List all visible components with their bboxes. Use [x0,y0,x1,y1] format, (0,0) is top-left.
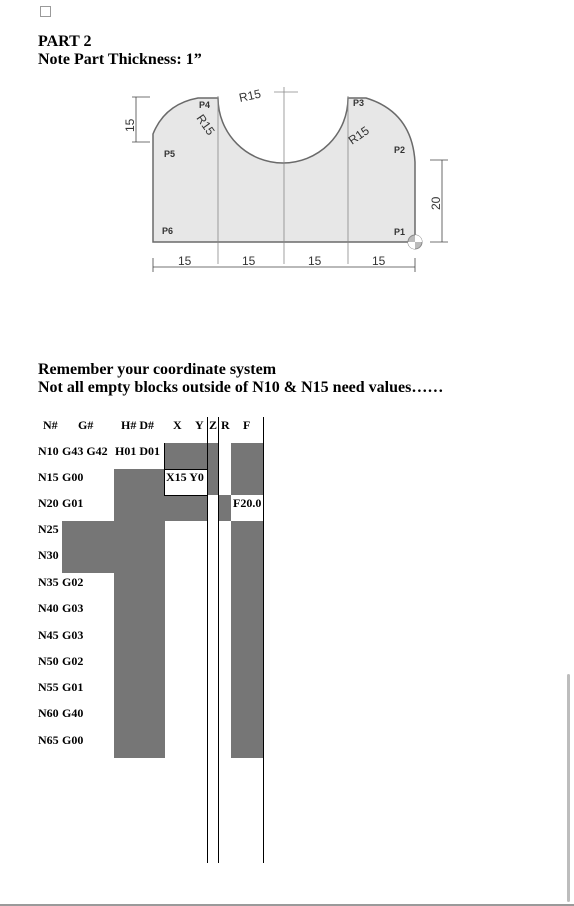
row-n20-f: F20.0 [233,496,262,510]
part-title: PART 2 [38,33,92,50]
label-p4: P4 [199,100,211,110]
row-n50-n: N50 [38,654,59,668]
row-n55-n: N55 [38,680,59,694]
row-n55-g: G01 [62,680,84,694]
dim-right-20: 20 [429,196,443,210]
row-n40-n: N40 [38,601,59,615]
label-r15-right: R15 [345,123,372,148]
label-p1: P1 [394,227,406,237]
shade-hd-column [114,469,165,758]
shade-n10-rf [231,443,264,469]
dim-bottom-4: 15 [372,254,386,268]
shade-n25-n30-left [62,521,114,573]
row-n45-n: N45 [38,628,59,642]
row-n15-g: G00 [62,470,84,484]
row-n65-g: G00 [62,733,84,747]
reminder-line-2: Not all empty blocks outside of N10 & N15 need values…… [38,379,444,396]
row-n40-g: G03 [62,601,84,615]
header-z: Z [209,418,218,432]
shade-n10-xyz [165,443,219,469]
reminder-line-1: Remember your coordinate system [38,361,277,378]
row-n10-hd: H01 D01 [115,444,160,458]
row-n65-n: N65 [38,733,59,747]
header-x: X [173,418,182,432]
row-n10-g: G43 G42 [62,444,108,458]
shade-n20-r [219,495,231,521]
header-r: R [221,418,230,432]
dim-bottom-1: 15 [178,254,192,268]
thickness-note: Note Part Thickness: 1” [38,51,202,68]
label-p3: P3 [353,98,365,108]
row-n45-g: G03 [62,628,84,642]
header-f: F [243,418,251,432]
shade-n15-rf [231,469,264,495]
shade-f-column [231,521,264,758]
header-hd: H# D# [121,418,154,432]
label-p2: P2 [394,145,406,155]
label-p6: P6 [162,226,174,236]
dim-left-15: 15 [123,118,137,132]
header-y: Y [195,418,204,432]
shade-n20-xy [165,495,208,521]
header-g: G# [78,418,94,432]
row-n20-g: G01 [62,496,84,510]
label-r15-left: R15 [193,111,218,138]
row-n15-xy: X15 Y0 [166,470,204,484]
row-n20-n: N20 [38,496,59,510]
label-r15-top: R15 [237,86,263,105]
row-n25-n: N25 [38,522,59,536]
row-n10-n: N10 [38,444,59,458]
dim-bottom-3: 15 [308,254,322,268]
row-n15-n: N15 [38,470,59,484]
row-n35-n: N35 [38,575,59,589]
dim-bottom-2: 15 [242,254,256,268]
row-n60-n: N60 [38,706,59,720]
row-n30-n: N30 [38,548,59,562]
row-n35-g: G02 [62,575,84,589]
scrollbar[interactable] [567,674,570,902]
row-n50-g: G02 [62,654,84,668]
label-p5: P5 [164,149,176,159]
header-n: N# [43,418,58,432]
row-n60-g: G40 [62,706,84,720]
